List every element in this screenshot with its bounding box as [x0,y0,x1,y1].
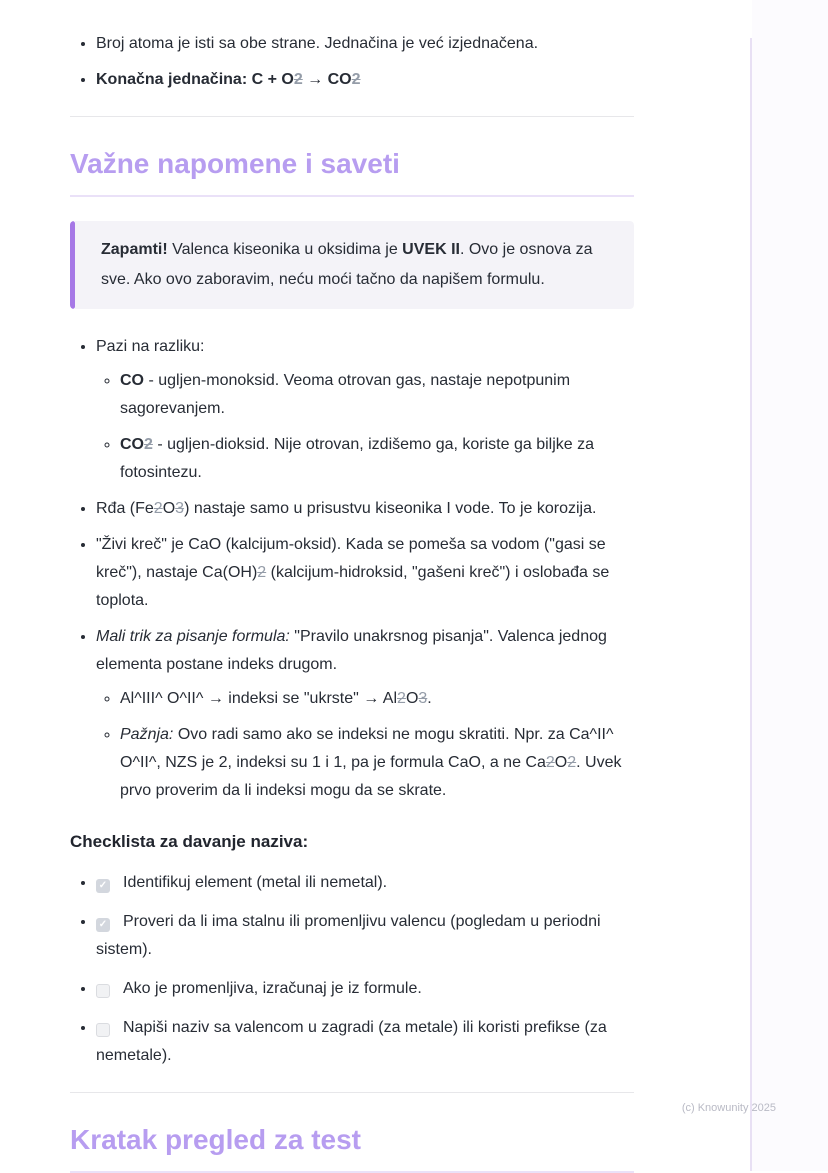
text-segment: ) nastaje samo u prisustvu kiseonika I vode. To je korozija. [184,500,597,517]
subscript-strike: 3 [175,500,185,517]
section-divider [70,1092,634,1093]
callout-body [75,221,634,309]
text-segment: (kalcijum-hidroksid, "gašeni kreč") i oslobađa se toplota. [96,564,610,609]
section-title-notes: Važne napomene i saveti [70,147,634,197]
check-icon: ✓ [98,919,108,930]
subscript-strike: 3 [418,690,428,707]
subscript-strike: 2 [545,754,555,771]
final-equation [96,71,361,88]
text-segment: Mali trik za pisanje formula: [96,628,290,645]
checkbox-icon [96,918,110,932]
text-segment: O [162,500,176,517]
text-segment: . Ovo je osnova za sve. Ako ovo zaboravim, neću moći tačno da napišem formulu. [101,241,593,288]
subscript-strike: 2 [567,754,577,771]
checklist-item [96,908,634,964]
text-segment: . [427,690,432,707]
text-segment: Rđa (Fe [96,500,154,517]
checklist-item [96,975,634,1003]
subscript-strike: 2 [397,690,406,707]
checklist-title: Checklista za davanje naziva: [70,832,309,851]
subscript-strike: 2 [144,436,153,453]
checkbox-icon [96,1023,110,1037]
checklist-item-label: Ako je promenljiva, izračunaj je iz formule. [123,980,422,997]
list-item [96,531,634,615]
checklist-item-label: Identifikuj element (metal ili nemetal). [123,874,388,891]
checklist-item-label: Proveri da li ima stalnu ili promenljivu valencu (pogledam u periodni sistem). [96,913,601,958]
text-segment: - ugljen-dioksid. Nije otrovan, izdišemo ga, koriste ga biljke za fotosintezu. [120,436,594,481]
subscript-strike: 2 [257,564,267,581]
list-item [96,66,634,94]
text-segment: O [554,754,568,771]
document-content [70,0,634,1173]
checkbox-icon [96,984,110,998]
callout [70,221,634,309]
checklist [70,869,634,1070]
notes-bullet-list [70,333,634,805]
list-item [120,685,634,713]
text-segment: CO [120,372,144,389]
list-item [120,721,634,805]
list-item [120,431,634,487]
copyright-text: (c) Knowunity 2025 [681,1102,776,1114]
text-segment: "Živi kreč" je CaO (kalcijum-oksid). Kada se pomeša sa vodom ("gasi se kreč"), nastaje Ca(OH) [96,536,606,581]
text-segment: Al^III^ O^II^ → indeksi se "ukrste" → Al [120,690,398,707]
text-segment: → CO [302,71,352,88]
text-segment: Zapamti! [101,241,168,258]
sub-list [96,367,634,487]
checklist-item-label: Napiši naziv sa valencom u zagradi (za metale) ili koristi prefikse (za nemetale). [96,1019,607,1064]
list-item [96,495,634,523]
page-right-accent-line [750,38,752,1171]
checkbox-icon [96,879,110,893]
subscript-strike: 2 [293,71,303,88]
checklist-item [96,1014,634,1070]
subscript-strike: 2 [351,71,361,88]
text-segment: CO [120,436,144,453]
list-item [96,30,634,58]
text-segment: "Pravilo unakrsnog pisanja". Valenca jednog elementa postane indeks drugom. [96,628,607,673]
text-segment: . Uvek prvo proverim da li indeksi mogu da se skrate. [120,754,622,799]
section-title-review: Kratak pregled za test [70,1123,634,1173]
check-icon: ✓ [98,880,108,891]
list-item [120,367,634,423]
page-right-margin-strip [752,0,828,1171]
subscript-strike: 2 [153,500,163,517]
text-segment: Pazi na razliku: [96,338,205,355]
sub-list [96,685,634,805]
text-segment: Konačna jednačina: C + O [96,71,294,88]
equation-bullet-list [70,30,634,94]
text-segment: Broj atoma je isti sa obe strane. Jednačina je već izjednačena. [96,35,539,52]
text-segment: Ovo radi samo ako se indeksi ne mogu skratiti. Npr. za Ca^II^ O^II^, NZS je 2, indeksi su 1 i 1, pa je formula CaO, a ne Ca [120,726,614,771]
text-segment: UVEK II [402,241,460,258]
text-segment: O [405,690,419,707]
checklist-item [96,869,634,897]
list-item [96,333,634,487]
text-segment: Pažnja: [120,726,174,743]
text-segment: - ugljen-monoksid. Veoma otrovan gas, nastaje nepotpunim sagorevanjem. [120,372,571,417]
section-divider [70,116,634,117]
text-segment: Valenca kiseonika u oksidima je [167,241,403,258]
list-item [96,623,634,805]
